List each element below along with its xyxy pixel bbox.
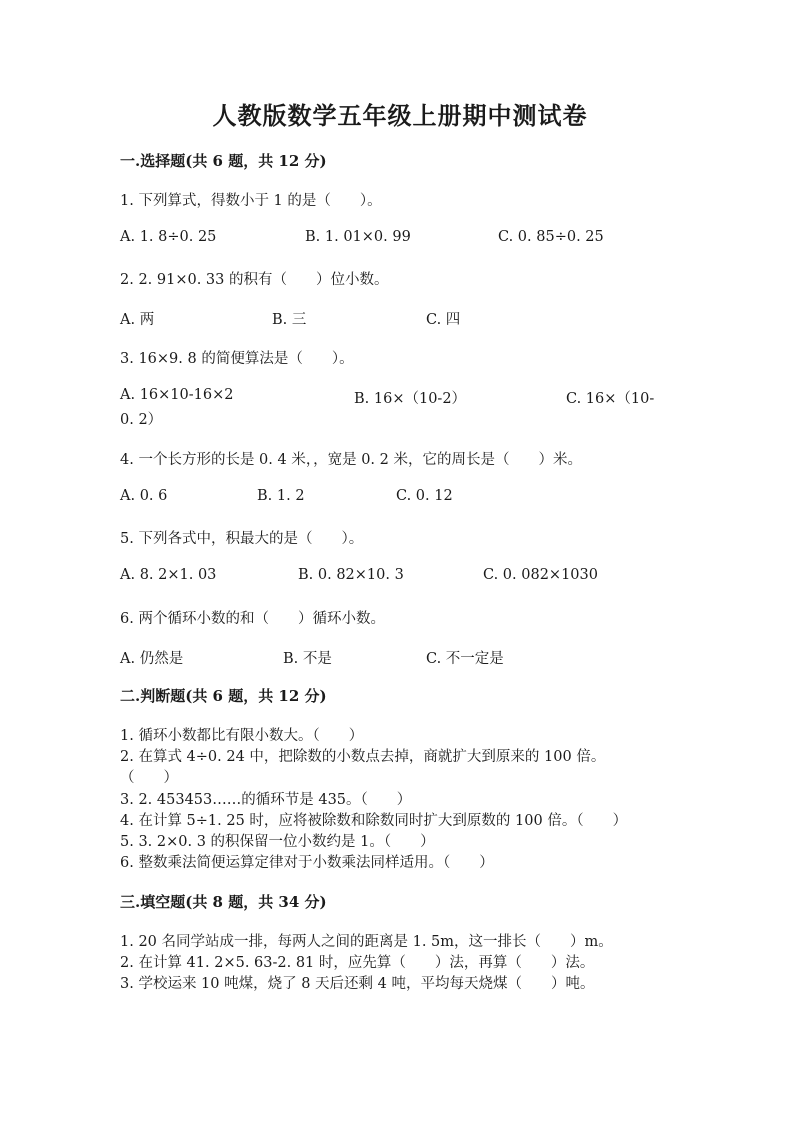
q3-option-a: A. 16×10-16×2 (120, 387, 234, 403)
q5-option-a: A. 8. 2×1. 03 (120, 567, 217, 583)
judge-item-5: 5. 3. 2×0. 3 的积保留一位小数约是 1。（ ） (120, 834, 435, 850)
q6-option-b: B. 不是 (283, 651, 332, 667)
q2-option-c: C. 四 (426, 312, 461, 328)
question-2: 2. 2. 91×0. 33 的积有（ ）位小数。 (120, 272, 389, 288)
judge-item-4: 4. 在计算 5÷1. 25 时，应将被除数和除数同时扩大到原数的 100 倍。（ ） (120, 813, 628, 829)
question-4: 4. 一个长方形的长是 0. 4 米，，宽是 0. 2 米，它的周长是（ ）米。 (120, 452, 582, 468)
q3-option-c: C. 16×（10- (566, 391, 655, 407)
question-1: 1. 下列算式，得数小于 1 的是（ ）。 (120, 193, 382, 209)
q1-option-b: B. 1. 01×0. 99 (305, 229, 411, 245)
q6-option-c: C. 不一定是 (426, 651, 504, 667)
question-3: 3. 16×9. 8 的简便算法是（ ）。 (120, 351, 354, 367)
q3-option-c-continued: 0. 2） (120, 412, 163, 428)
judge-item-3: 3. 2. 453453……的循环节是 435。（ ） (120, 792, 412, 808)
page-title: 人教版数学五年级上册期中测试卷 (212, 101, 588, 130)
q2-option-b: B. 三 (272, 312, 307, 328)
judge-item-1: 1. 循环小数都比有限小数大。（ ） (120, 728, 364, 744)
section-heading-multiple-choice: 一.选择题(共 6 题，共 12 分) (120, 152, 327, 170)
q5-option-b: B. 0. 82×10. 3 (298, 567, 404, 583)
q4-option-b: B. 1. 2 (257, 488, 305, 504)
q3-option-b: B. 16×（10-2） (354, 391, 467, 407)
judge-item-2-bracket: （ ） (120, 770, 178, 786)
q4-option-c: C. 0. 12 (396, 488, 453, 504)
judge-item-2: 2. 在算式 4÷0. 24 中，把除数的小数点去掉，商就扩大到原来的 100 倍。 (120, 749, 606, 765)
q4-option-a: A. 0. 6 (120, 488, 168, 504)
question-6: 6. 两个循环小数的和（ ）循环小数。 (120, 611, 385, 627)
judge-item-6: 6. 整数乘法简便运算定律对于小数乘法同样适用。（ ） (120, 855, 494, 871)
section-heading-fill-blank: 三.填空题(共 8 题，共 34 分) (120, 893, 327, 911)
fill-item-1: 1. 20 名同学站成一排，每两人之间的距离是 1. 5m，这一排长（ ）m。 (120, 934, 613, 950)
fill-item-2: 2. 在计算 41. 2×5. 63-2. 81 时，应先算（ ）法，再算（ ）法。 (120, 955, 595, 971)
q1-option-c: C. 0. 85÷0. 25 (498, 229, 604, 245)
q2-option-a: A. 两 (120, 312, 155, 328)
section-heading-true-false: 二.判断题(共 6 题，共 12 分) (120, 687, 327, 705)
q1-option-a: A. 1. 8÷0. 25 (120, 229, 217, 245)
q5-option-c: C. 0. 082×1030 (483, 567, 598, 583)
question-5: 5. 下列各式中，积最大的是（ ）。 (120, 531, 364, 547)
q6-option-a: A. 仍然是 (120, 651, 184, 667)
fill-item-3: 3. 学校运来 10 吨煤，烧了 8 天后还剩 4 吨，平均每天烧煤（ ）吨。 (120, 976, 595, 992)
